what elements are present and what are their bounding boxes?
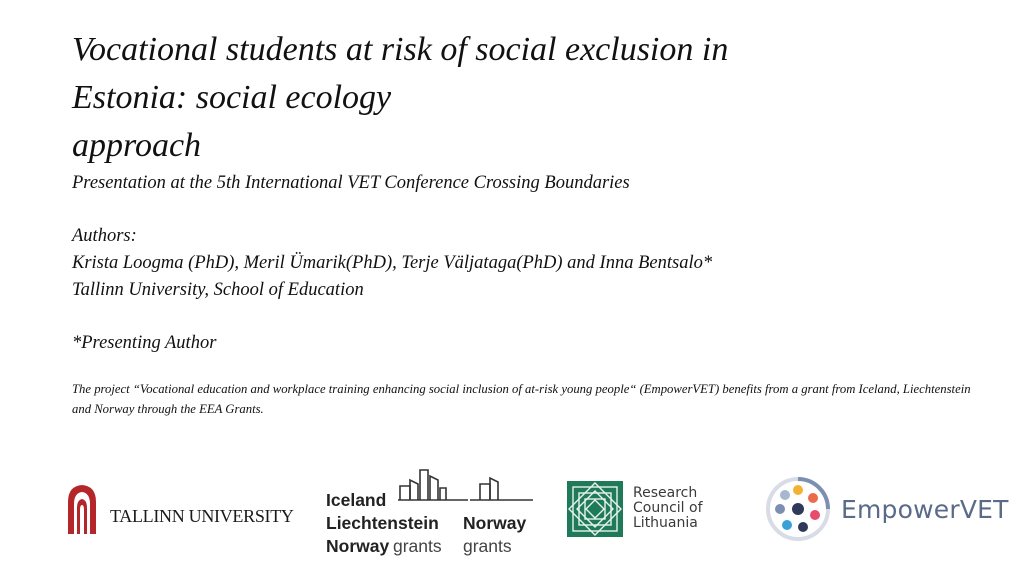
logo-row bbox=[0, 460, 1024, 570]
rcl-line-3: Lithuania bbox=[633, 515, 698, 531]
empowervet-text: EmpowerVET bbox=[841, 495, 1009, 524]
title-line: Vocational students at risk of social exclusion in bbox=[72, 31, 729, 68]
funding-note: The project “Vocational education and workplace training enhancing social inclusion of at-risk young people“ (EmpowerVET) benefits from a grant from Iceland, Liechtenstein and Norway through the EEA Grants. bbox=[72, 382, 971, 416]
rcl-line-1: Research bbox=[633, 485, 698, 501]
slide-title bbox=[72, 26, 972, 170]
authors-block bbox=[72, 223, 972, 304]
eea-iceland: Iceland bbox=[326, 490, 387, 510]
eea-liechtenstein: Liechtenstein bbox=[326, 513, 439, 533]
eea-norway-right: Norway bbox=[463, 513, 527, 533]
eea-grants-left: grants bbox=[393, 536, 442, 556]
tallinn-gate-icon bbox=[66, 484, 98, 534]
subtitle: Presentation at the 5th International VET Conference Crossing Boundaries bbox=[72, 173, 630, 193]
title-line: approach bbox=[72, 127, 202, 164]
presenting-note: *Presenting Author bbox=[72, 333, 217, 353]
eea-norway-left: Norway bbox=[326, 536, 390, 556]
eea-norway-grants-logo bbox=[326, 466, 541, 566]
title-line: Estonia: social ecology bbox=[72, 79, 392, 116]
slide-text bbox=[72, 26, 972, 419]
authors-label: Authors: bbox=[72, 226, 137, 246]
research-council-text bbox=[633, 486, 703, 531]
affiliation: Tallinn University, School of Education bbox=[72, 280, 364, 300]
rcl-line-2: Council of bbox=[633, 500, 703, 516]
authors-names: Krista Loogma (PhD), Meril Ümarik(PhD), Terje Väljataga(PhD) and Inna Bentsalo* bbox=[72, 253, 713, 273]
dots-circle-icon bbox=[765, 476, 831, 542]
green-pattern-icon bbox=[567, 481, 623, 537]
eea-grants-right: grants bbox=[463, 536, 512, 556]
tallinn-university-text: TALLINN UNIVERSITY bbox=[110, 506, 294, 526]
city-skyline-icon bbox=[398, 466, 538, 506]
